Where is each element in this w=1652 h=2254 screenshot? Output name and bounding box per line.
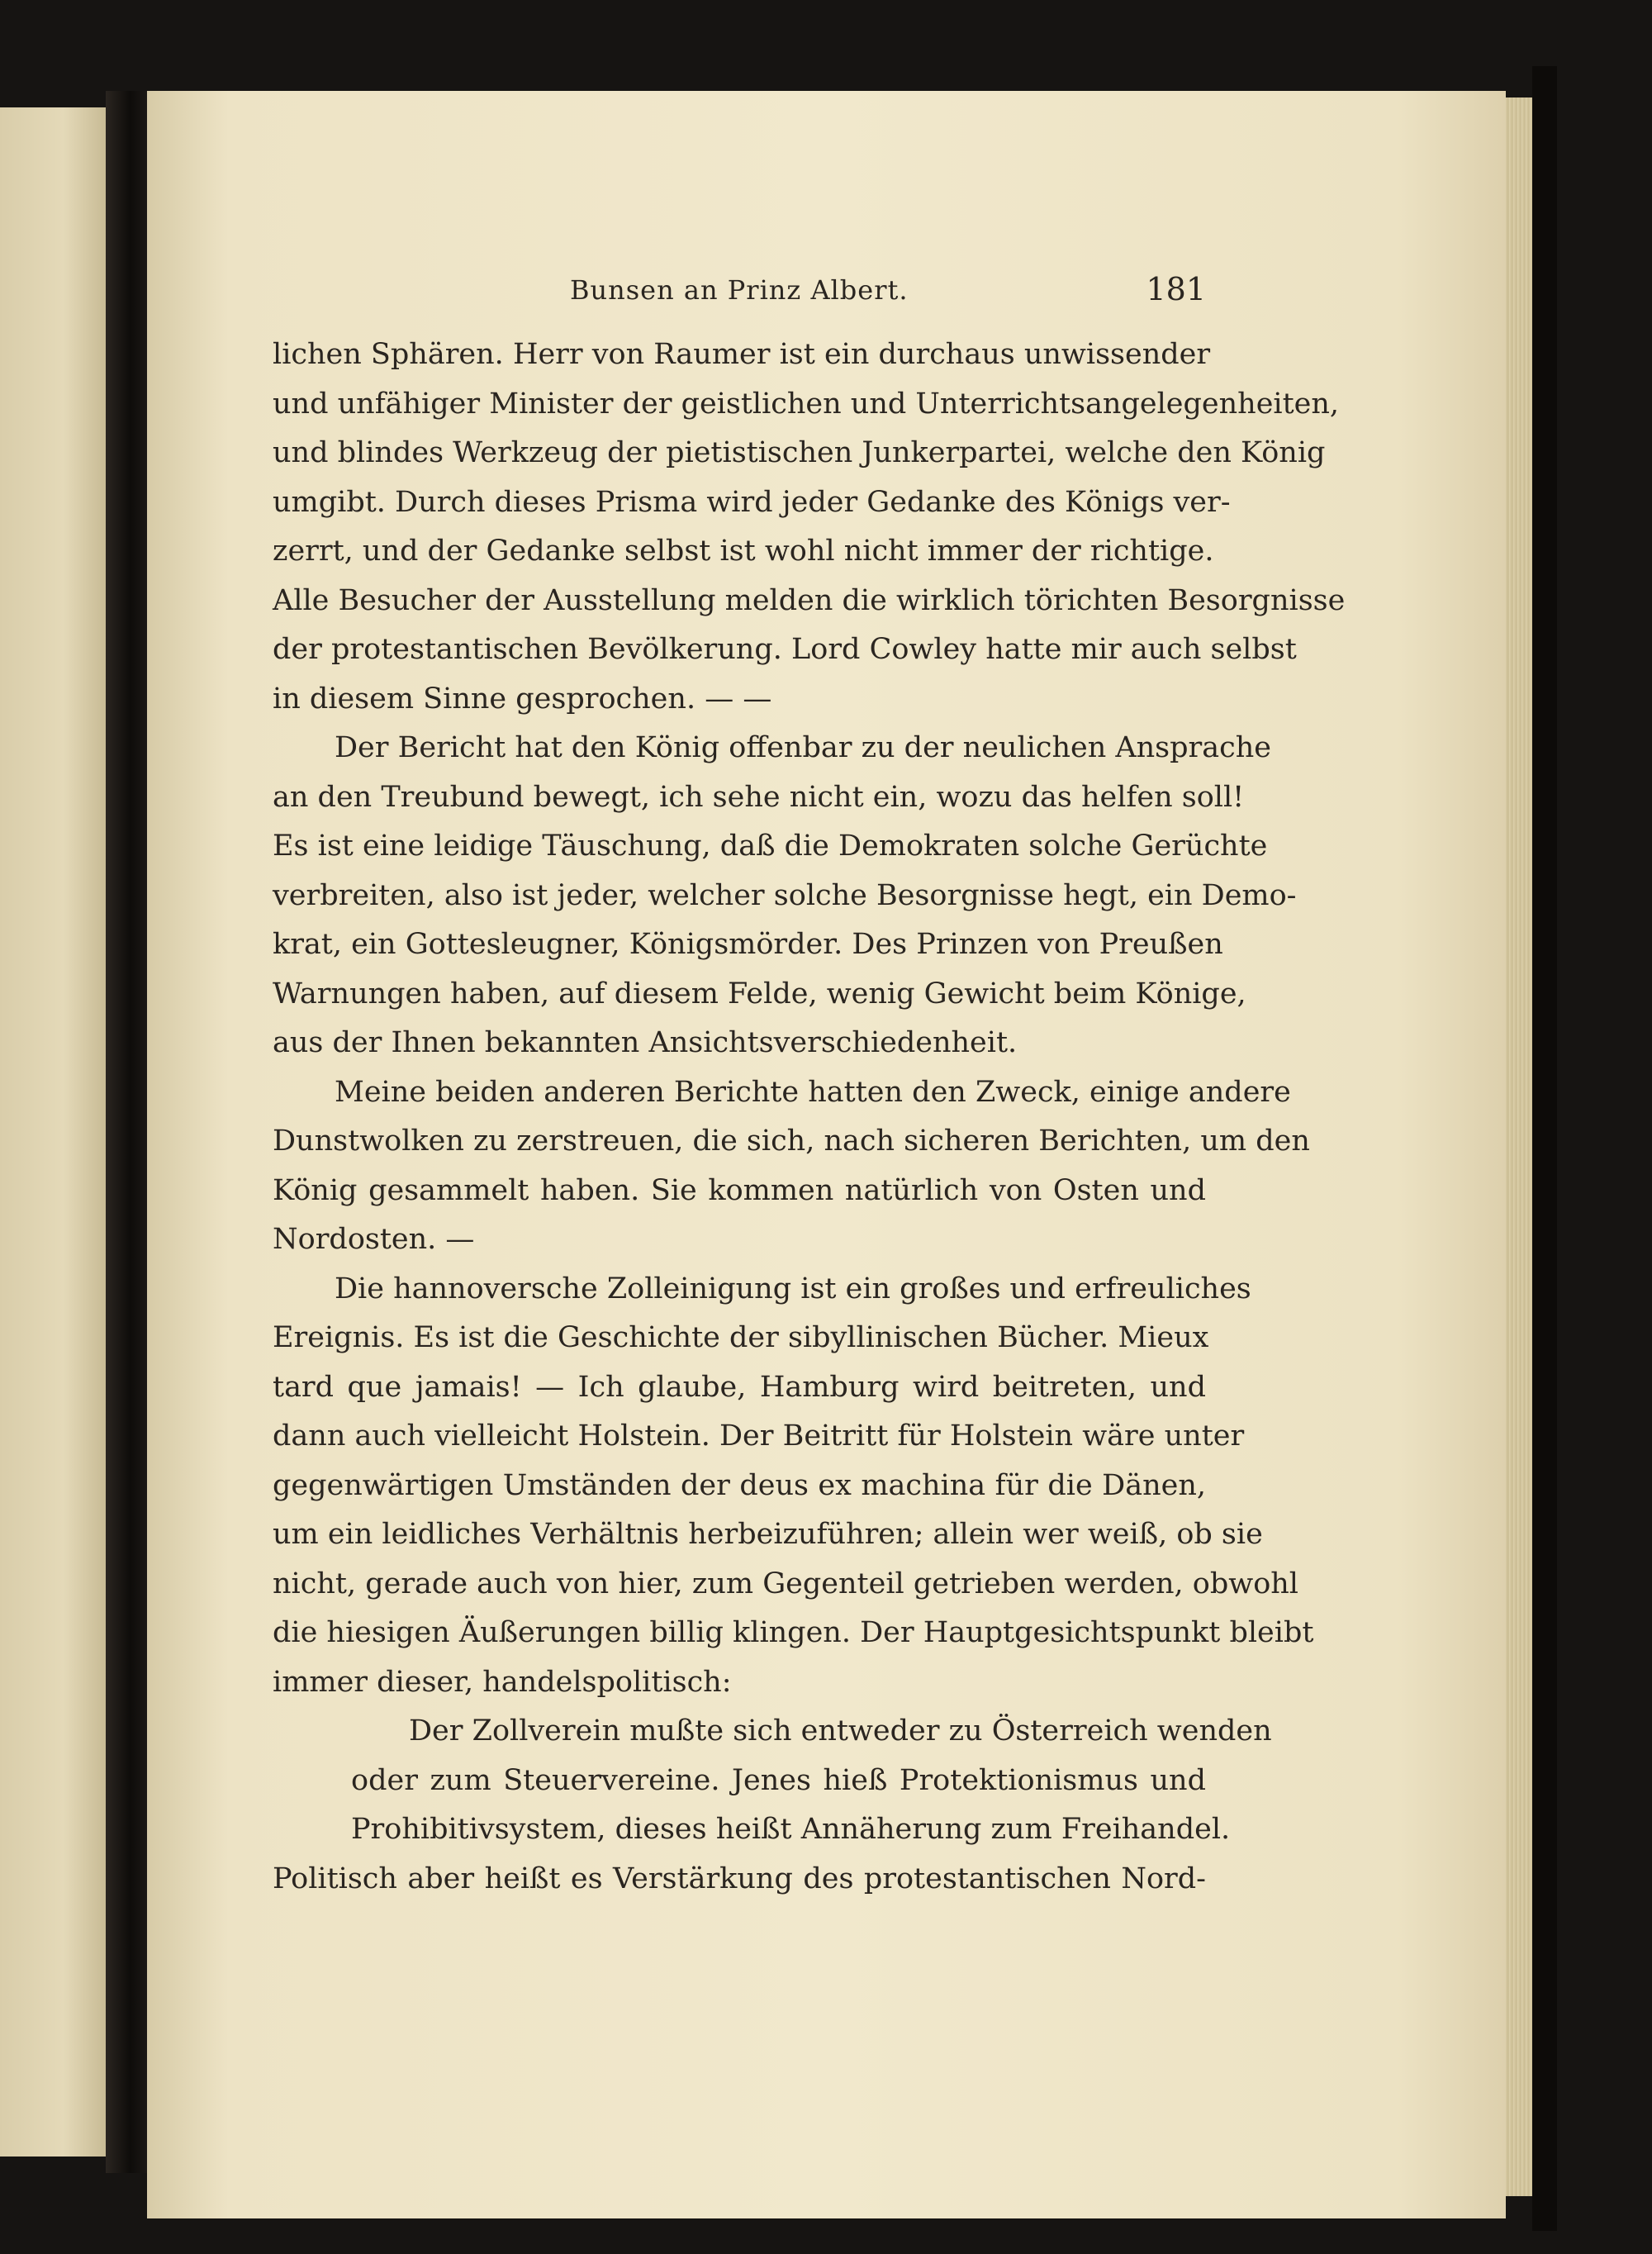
text-line: an den Treubund bewegt, ich sehe nicht ein, wozu das helfen soll!: [273, 780, 1245, 814]
text-line: König gesammelt haben. Sie kommen natürlich von Osten und: [273, 1173, 1206, 1207]
text-line: tard que jamais! — Ich glaube, Hamburg wird beitreten, und: [273, 1370, 1206, 1404]
page-number: 181: [1146, 271, 1206, 307]
text-line: immer dieser, handelspolitisch:: [273, 1665, 732, 1699]
text-line: Es ist eine leidige Täuschung, daß die Demokraten solche Gerüchte: [273, 830, 1268, 863]
text-line: dann auch vielleicht Holstein. Der Beitritt für Holstein wäre unter: [273, 1419, 1245, 1453]
quote-line: oder zum Steuervereine. Jenes hieß Protektionismus und: [351, 1763, 1206, 1797]
text-line: Politisch aber heißt es Verstärkung des protestantischen Nord-: [273, 1862, 1206, 1895]
book-gutter: [106, 91, 147, 2173]
text-line: lichen Sphären. Herr von Raumer ist ein durchaus unwissender: [273, 338, 1211, 371]
text-line: um ein leidliches Verhältnis herbeizuführen; allein wer weiß, ob sie: [273, 1518, 1263, 1551]
text-line: Alle Besucher der Ausstellung melden die wirklich törichten Besorgnisse: [273, 583, 1346, 617]
left-page-edge: [0, 107, 106, 2157]
quote-line: Der Zollverein mußte sich entweder zu Österreich wenden: [409, 1714, 1272, 1748]
page-content: [273, 264, 1346, 1904]
text-line: und unfähiger Minister der geistlichen und Unterrichtsangelegenheiten,: [273, 387, 1340, 421]
text-line: umgibt. Durch dieses Prisma wird jeder Gedanke des Königs ver-: [273, 485, 1231, 519]
body-text: [273, 330, 1346, 1904]
text-line: gegenwärtigen Umständen der deus ex machina für die Dänen,: [273, 1468, 1206, 1502]
text-line: verbreiten, also ist jeder, welcher solche Besorgnisse hegt, ein Demo-: [273, 878, 1297, 912]
text-line: nicht, gerade auch von hier, zum Gegenteil getrieben werden, obwohl: [273, 1567, 1299, 1600]
running-head: [273, 264, 1206, 330]
block-quote: [273, 1707, 1272, 1855]
text-line: Meine beiden anderen Berichte hatten den Zweck, einige andere: [335, 1075, 1291, 1109]
text-line: Der Bericht hat den König offenbar zu der neulichen Ansprache: [335, 731, 1271, 764]
running-head-title: Bunsen an Prinz Albert.: [570, 274, 909, 306]
text-line: Nordosten. —: [273, 1223, 475, 1256]
text-line: Warnungen haben, auf diesem Felde, wenig Gewicht beim Könige,: [273, 977, 1246, 1010]
cover-edge: [1532, 66, 1557, 2231]
text-line: der protestantischen Bevölkerung. Lord Cowley hatte mir auch selbst: [273, 633, 1297, 666]
text-line: zerrt, und der Gedanke selbst ist wohl nicht immer der richtige.: [273, 535, 1214, 568]
text-line: die hiesigen Äußerungen billig klingen. Der Hauptgesichtspunkt bleibt: [273, 1616, 1314, 1649]
text-line: Dunstwolken zu zerstreuen, die sich, nach sicheren Berichten, um den: [273, 1125, 1310, 1158]
quote-line: Prohibitivsystem, dieses heißt Annäherung zum Freihandel.: [351, 1813, 1231, 1846]
text-line: aus der Ihnen bekannten Ansichtsverschiedenheit.: [273, 1026, 1018, 1059]
text-line: und blindes Werkzeug der pietistischen Junkerpartei, welche den König: [273, 436, 1326, 469]
text-line: Ereignis. Es ist die Geschichte der sibyllinischen Bücher. Mieux: [273, 1321, 1209, 1354]
text-line: in diesem Sinne gesprochen. — —: [273, 682, 772, 716]
text-line: krat, ein Gottesleugner, Königsmörder. Des Prinzen von Preußen: [273, 928, 1223, 961]
page-stack-edge: [1506, 97, 1532, 2196]
text-line: Die hannoversche Zolleinigung ist ein großes und erfreuliches: [335, 1272, 1251, 1305]
